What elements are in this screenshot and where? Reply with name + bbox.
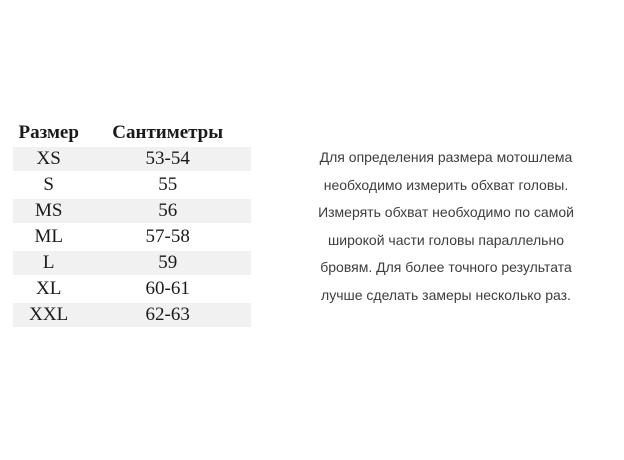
cm-cell: 59	[84, 251, 251, 275]
cm-cell: 55	[158, 174, 178, 195]
description-line: бровям. Для более точного результата	[320, 259, 572, 276]
description-line: широкой части головы параллельно	[328, 231, 564, 248]
table-row	[13, 225, 251, 249]
table-header-row	[13, 121, 251, 145]
table-row	[13, 303, 251, 327]
cm-cell: 60-61	[145, 278, 190, 299]
description-line: лучше сделать замеры несколько раз.	[321, 286, 571, 303]
cm-cell: 57-58	[145, 226, 190, 247]
table-row	[13, 173, 251, 197]
table-header-size: Размер	[18, 122, 79, 143]
description-line: необходимо измерить обхват головы.	[323, 176, 569, 193]
measurement-instructions	[299, 144, 593, 310]
description-line: Измерять обхват необходимо по самой	[318, 204, 574, 221]
size-cell: ML	[34, 226, 63, 247]
size-cell: S	[43, 174, 54, 195]
cm-cell: 62-63	[84, 303, 251, 327]
size-cell: L	[13, 251, 84, 275]
table-row	[13, 251, 251, 275]
cm-cell: 56	[84, 199, 251, 223]
size-cell: XXL	[13, 303, 84, 327]
cm-cell: 53-54	[84, 147, 251, 171]
size-cell: XS	[13, 147, 84, 171]
size-cell: XL	[36, 278, 62, 299]
table-row	[13, 277, 251, 301]
description-line: Для определения размера мотошлема	[319, 149, 573, 165]
table-row	[13, 199, 251, 223]
size-cell: MS	[13, 199, 84, 223]
helmet-size-table	[13, 119, 251, 329]
table-row	[13, 147, 251, 171]
table-header-cm: Сантиметры	[112, 122, 224, 143]
